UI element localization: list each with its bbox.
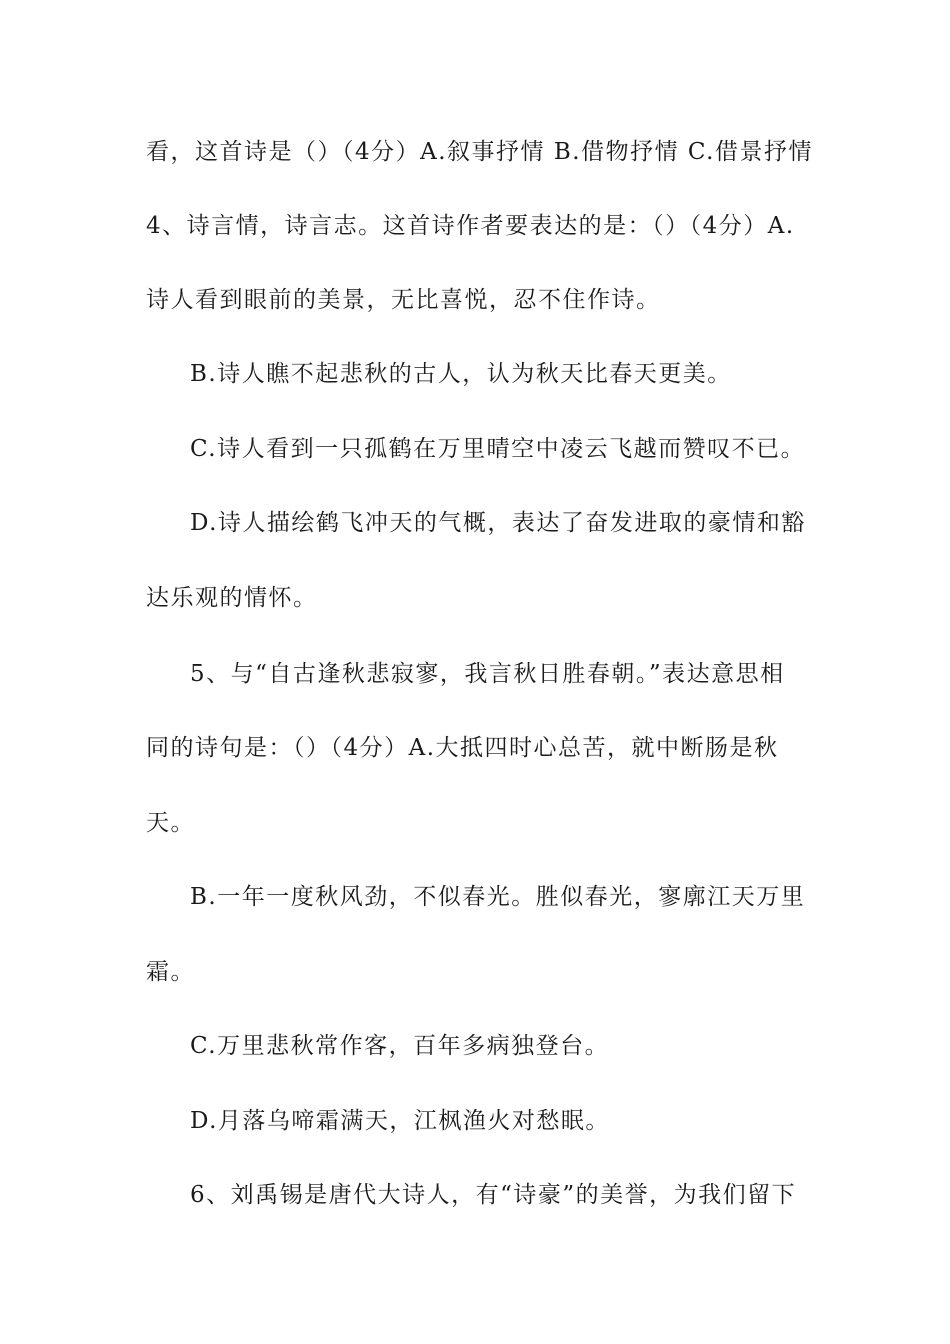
text-line: D.月落乌啼霜满天，江枫渔火对愁眠。 bbox=[190, 1108, 610, 1134]
text-line: 5、与“自古逢秋悲寂寥，我言秋日胜春朝。”表达意思相 bbox=[190, 661, 785, 687]
text-line: 天。 bbox=[146, 810, 195, 836]
text-line: C.万里悲秋常作客，百年多病独登台。 bbox=[190, 1033, 610, 1059]
text-line: C.诗人看到一只孤鹤在万里晴空中凌云飞越而赞叹不已。 bbox=[190, 436, 806, 462]
text-line: 霜。 bbox=[146, 959, 195, 985]
text-line: D.诗人描绘鹤飞冲天的气概，表达了奋发进取的豪情和豁 bbox=[190, 510, 806, 536]
text-line: 诗人看到眼前的美景，无比喜悦，忍不住作诗。 bbox=[146, 287, 661, 313]
text-line: 4、诗言情，诗言志。这首诗作者要表达的是：（）（4分）A. bbox=[146, 213, 795, 239]
text-line: 同的诗句是：（）（4分）A.大抵四时心总苦，就中断肠是秋 bbox=[146, 735, 779, 761]
text-line: 达乐观的情怀。 bbox=[146, 585, 318, 611]
text-line: B.诗人瞧不起悲秋的古人，认为秋天比春天更美。 bbox=[190, 361, 732, 387]
text-line: 看，这首诗是（）（4分）A.叙事抒情 B.借物抒情 C.借景抒情 bbox=[146, 139, 813, 165]
text-line: 6、刘禹锡是唐代大诗人，有“诗豪”的美誉，为我们留下 bbox=[190, 1182, 797, 1208]
text-line: B.一年一度秋风劲，不似春光。胜似春光，寥廓江天万里 bbox=[190, 884, 806, 910]
